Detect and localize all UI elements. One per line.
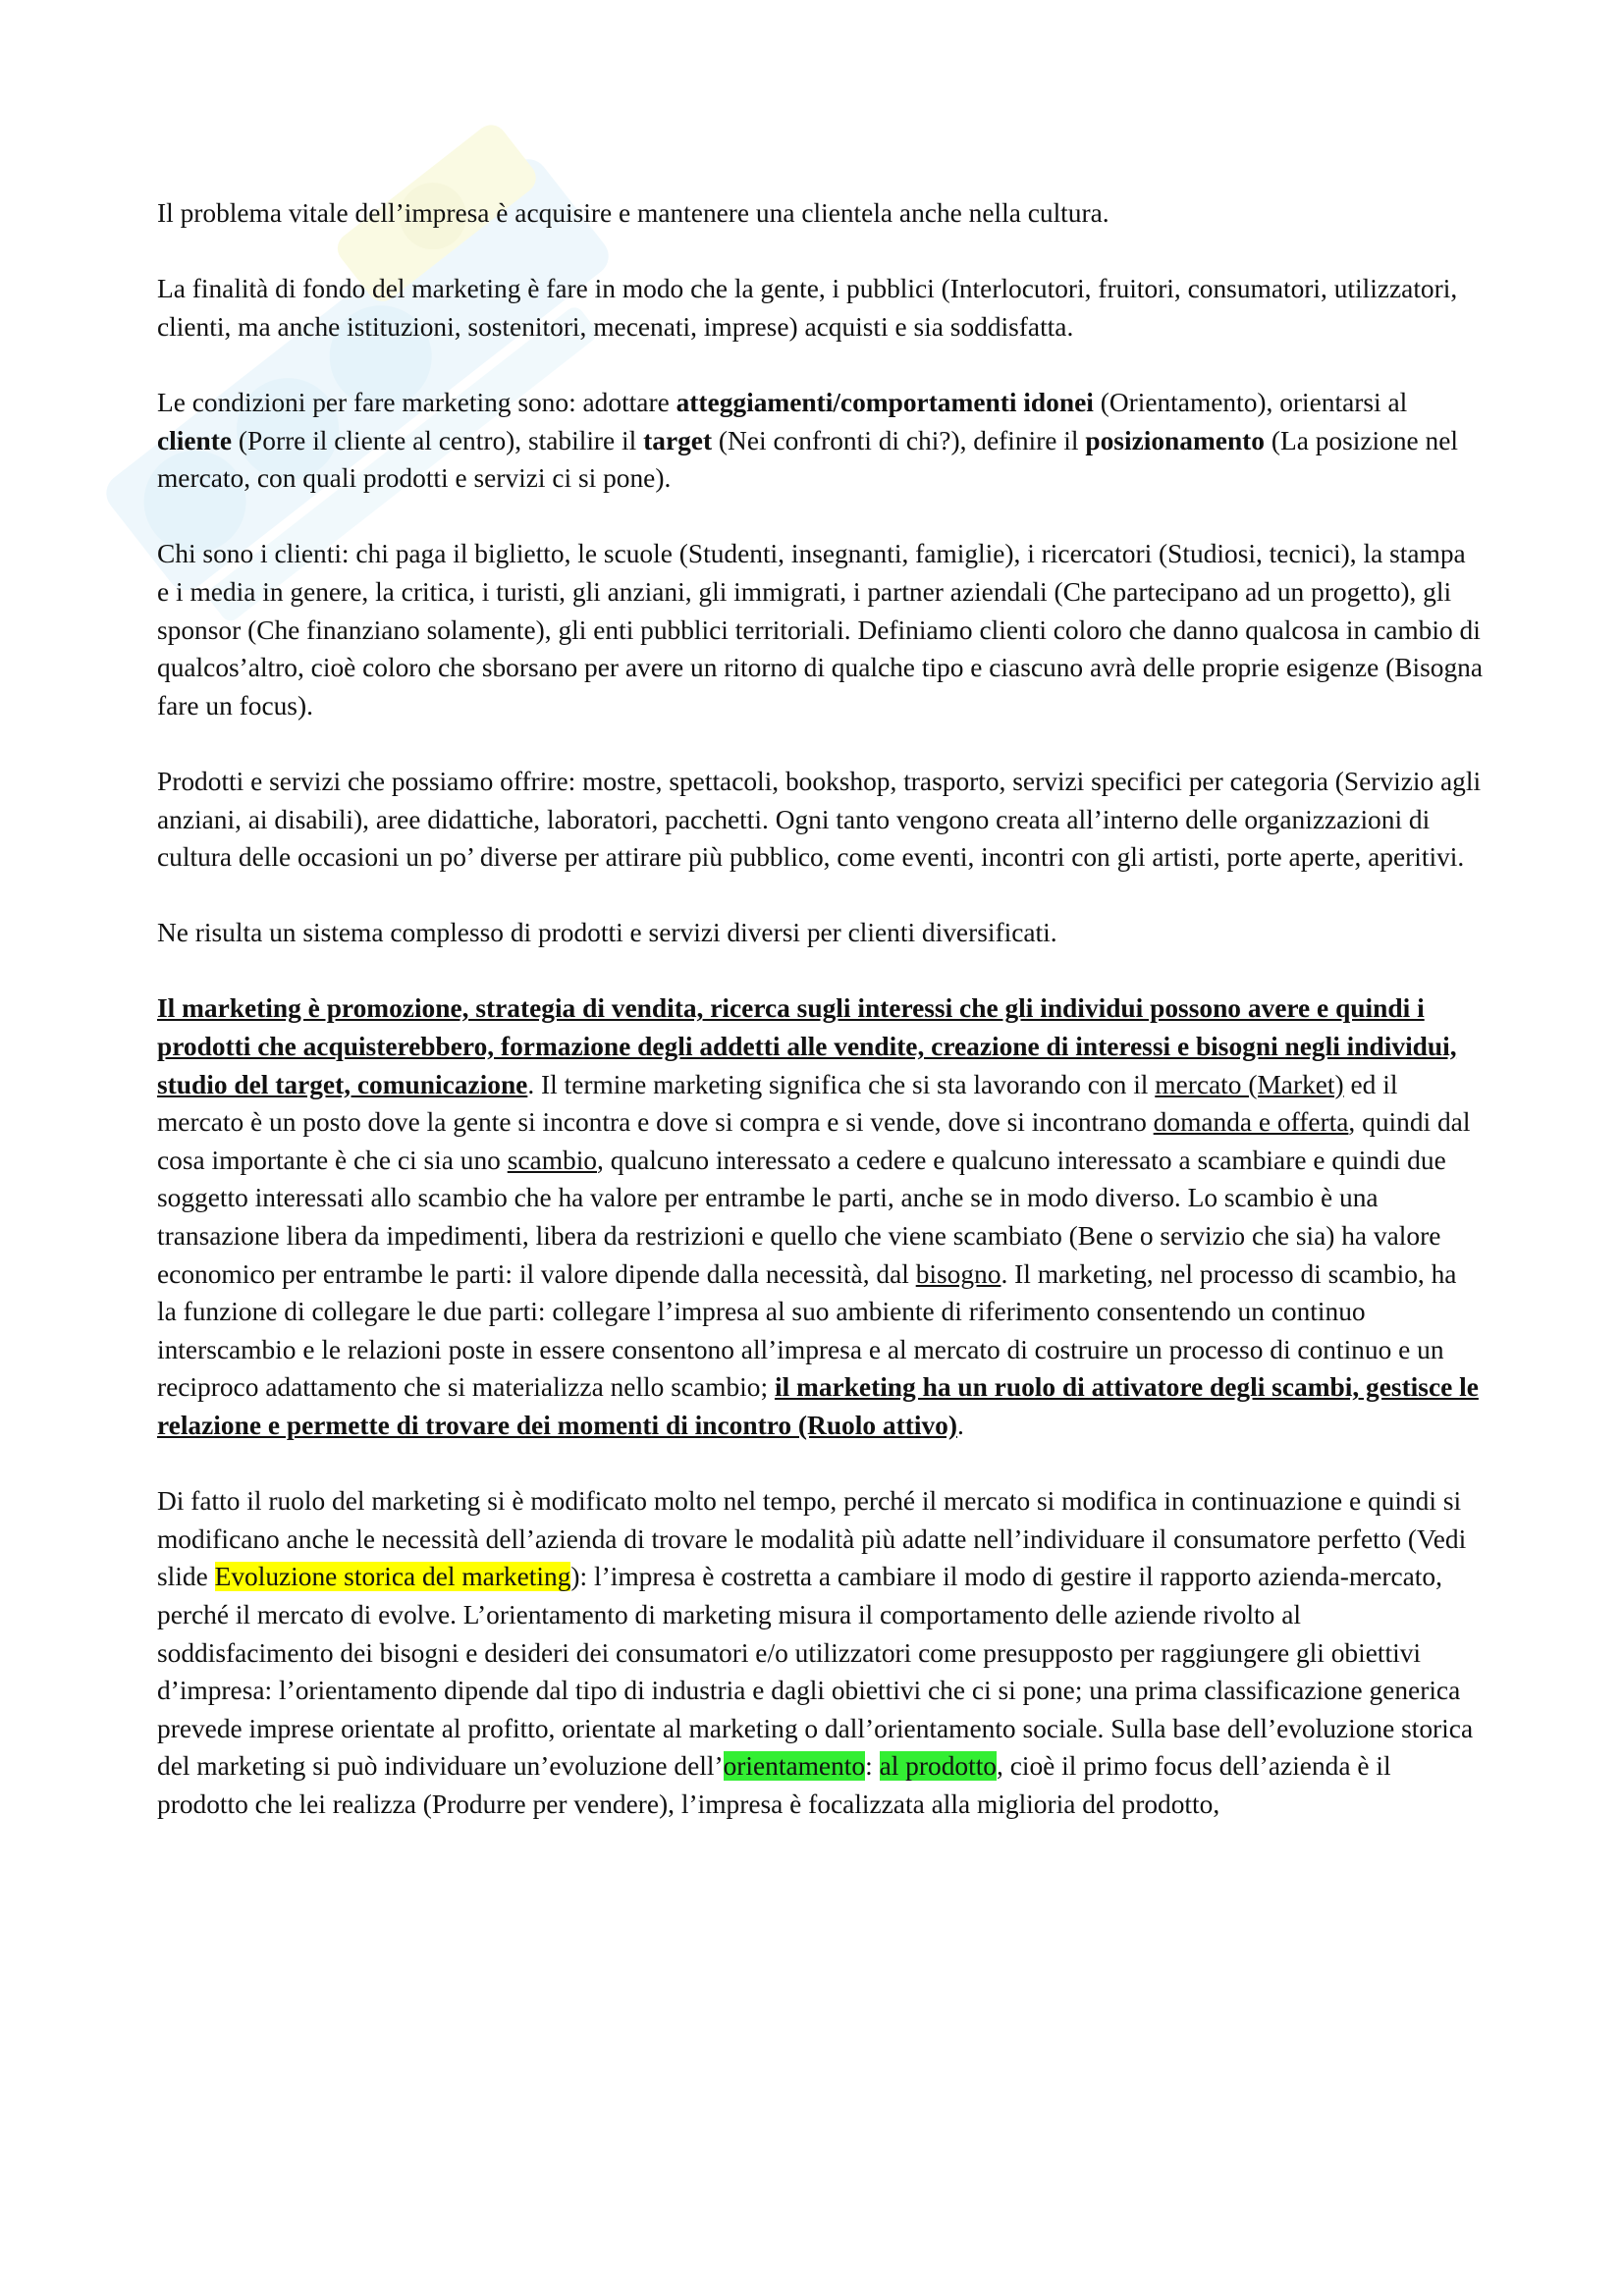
text-run: Ne risulta un sistema complesso di prodotti e servizi diversi per clienti diversificati. xyxy=(157,918,1057,948)
text-run: Le condizioni per fare marketing sono: adottare xyxy=(157,387,676,417)
paragraph-5 xyxy=(157,763,1483,877)
paragraph-3 xyxy=(157,384,1483,498)
text-run: atteggiamenti/comportamenti idonei xyxy=(676,387,1094,417)
text-run: target xyxy=(643,425,713,455)
text-run: , qualcuno interessato a cedere e qualcuno interessato a scambiare e quindi due soggetto interessati allo scambio che ha valore per entrambe le parti, anche se in modo diverso. Lo scambio è una transazione libera da impedimenti, libera da restrizioni e quello che viene scambiato (Bene o servizio che sia) ha valore economico per entrambe le parti: il valore dipende dalla necessità, dal xyxy=(157,1145,1446,1289)
text-run: (Nei confronti di chi?), definire il xyxy=(712,425,1086,455)
document-body xyxy=(157,194,1483,1861)
paragraph-6 xyxy=(157,914,1483,952)
text-run: Prodotti e servizi che possiamo offrire: mostre, spettacoli, bookshop, trasporto, servizi specifici per categoria (Servizio agli anziani, ai disabili), aree didattiche, laboratori, pacchetti. Ogni tanto vengono creata all’interno delle organizzazioni di cultura delle occasioni un po’ diverse per attirare più pubblico, come eventi, incontri con gli artisti, porte aperte, aperitivi. xyxy=(157,766,1482,873)
text-run: , cioè il primo focus dell’azienda è il prodotto che lei realizza (Produrre per vendere), l’impresa è focalizzata alla miglioria del prodotto, xyxy=(157,1751,1391,1819)
text-run: (Porre il cliente al centro), stabilire il xyxy=(232,425,644,455)
text-run: al prodotto xyxy=(879,1751,997,1782)
text-run: Evoluzione storica del marketing xyxy=(214,1562,571,1592)
text-run: ed il mercato è un posto dove la gente si incontra e dove si compra e si vende, dove si incontrano xyxy=(157,1069,1398,1138)
text-run: Il problema vitale dell’impresa è acquisire e mantenere una clientela anche nella cultura. xyxy=(157,198,1109,228)
text-run: cliente xyxy=(157,425,233,455)
text-run: . Il termine marketing significa che si sta lavorando con il xyxy=(527,1069,1156,1099)
paragraph-1 xyxy=(157,194,1483,233)
text-run: scambio xyxy=(507,1145,597,1175)
text-run: (Orientamento), orientarsi al xyxy=(1093,387,1408,417)
text-run: . xyxy=(956,1411,964,1440)
text-run: orientamento xyxy=(723,1751,866,1782)
paragraph-4 xyxy=(157,535,1483,724)
text-run: Il marketing è promozione, strategia di vendita, ricerca sugli interessi che gli individui possono avere e quindi i prodotti che acquisterebbero, formazione degli addetti alle vendite, creazione di interessi e bisogni negli individui, studio del target, comunicazione xyxy=(157,993,1457,1099)
text-run: posizionamento xyxy=(1085,425,1265,455)
text-run: ): l’impresa è costretta a cambiare il modo di gestire il rapporto azienda-mercato, perché il mercato di evolve. L’orientamento di marketing misura il comportamento delle aziende rivolto al soddisfacimento dei bisogni e desideri dei consumatori e/o utilizzatori come presupposto per raggiungere gli obiettivi d’impresa: l’orientamento dipende dal tipo di industria e dagli obiettivi che ci si pone; una prima classificazione generica prevede imprese orientate al profitto, orientate al marketing o dall’orientamento sociale. Sulla base dell’evoluzione storica del marketing si può individuare un’evoluzione dell’ xyxy=(157,1562,1474,1782)
text-run: il marketing ha un ruolo di attivatore degli scambi, gestisce le relazione e permette di trovare dei momenti di incontro (Ruolo attivo) xyxy=(157,1372,1479,1440)
text-run: , quindi dal cosa importante è che ci sia uno xyxy=(157,1107,1471,1175)
paragraph-7 xyxy=(157,989,1483,1444)
text-run: La finalità di fondo del marketing è fare in modo che la gente, i pubblici (Interlocutori, fruitori, consumatori, utilizzatori, clienti, ma anche istituzioni, sostenitori, mecenati, imprese) acquisti e sia soddisfatta. xyxy=(157,274,1458,342)
text-run: Di fatto il ruolo del marketing si è modificato molto nel tempo, perché il mercato si modifica in continuazione e quindi si modificano anche le necessità dell’azienda di trovare le modalità più adatte nell’individuare il consumatore perfetto (Vedi slide xyxy=(157,1486,1467,1592)
paragraph-8 xyxy=(157,1482,1483,1823)
text-run: : xyxy=(865,1751,880,1782)
text-run: domanda e offerta xyxy=(1153,1107,1349,1138)
text-run: . Il marketing, nel processo di scambio, ha la funzione di collegare le due parti: collegare l’impresa al suo ambiente di riferimento consentendo un continuo interscambio e le relazioni poste in essere consentono all’impresa e al mercato di costruire un processo di continuo e un reciproco adattamento che si materializza nello scambio; xyxy=(157,1258,1457,1403)
text-run: (La posizione nel mercato, con quali prodotti e servizi ci si pone). xyxy=(157,425,1458,494)
text-run: mercato (Market) xyxy=(1155,1069,1344,1099)
paragraph-2 xyxy=(157,270,1483,346)
text-run: bisogno xyxy=(915,1258,1001,1289)
text-run: Chi sono i clienti: chi paga il biglietto, le scuole (Studenti, insegnanti, famiglie), i ricercatori (Studiosi, tecnici), la stampa e i media in genere, la critica, i turisti, gli anziani, gli immigrati, i partner aziendali (Che partecipano ad un progetto), gli sponsor (Che finanziano solamente), gli enti pubblici territoriali. Definiamo clienti coloro che danno qualcosa in cambio di qualcos’altro, cioè coloro che sborsano per avere un ritorno di qualche tipo e ciascuno avrà delle proprie esigenze (Bisogna fare un focus). xyxy=(157,539,1483,721)
